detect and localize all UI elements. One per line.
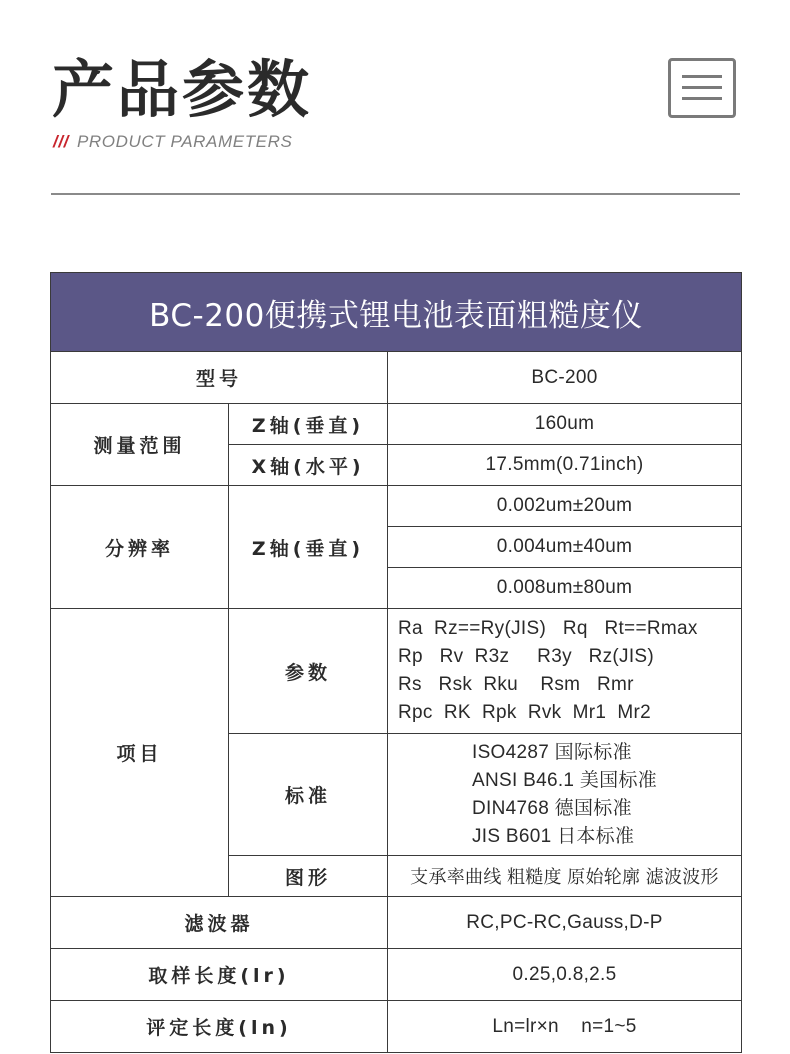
sampling-length-label: 取样长度(lr) [51, 949, 388, 1001]
range-x-value: 17.5mm(0.71inch) [388, 445, 742, 486]
evaluation-length-label: 评定长度(ln) [51, 1001, 388, 1053]
resolution-axis-label: Z轴(垂直) [229, 486, 388, 609]
graphics-label: 图形 [229, 856, 388, 897]
range-label: 测量范围 [51, 404, 229, 486]
graphics-value: 支承率曲线 粗糙度 原始轮廓 滤波波形 [388, 856, 742, 897]
evaluation-length-value: Ln=lr×n n=1~5 [388, 1001, 742, 1053]
range-x-label: X轴(水平) [229, 445, 388, 486]
table-title: BC-200便携式锂电池表面粗糙度仪 [51, 273, 742, 352]
subtitle-mark: /// [53, 132, 69, 151]
resolution-value-1: 0.002um±20um [388, 486, 742, 527]
params-line: Ra Rz==Ry(JIS) Rq Rt==Rmax [398, 618, 698, 639]
resolution-label: 分辨率 [51, 486, 229, 609]
filter-value: RC,PC-RC,Gauss,D-P [388, 897, 742, 949]
page-subtitle [53, 132, 292, 152]
page-title: 产品参数 [52, 53, 313, 126]
subtitle-text: PRODUCT PARAMETERS [76, 132, 293, 151]
params-label: 参数 [229, 609, 388, 734]
standard-line: ANSI B46.1 美国标准 [472, 769, 658, 791]
standard-line: JIS B601 日本标准 [472, 825, 635, 847]
header-divider [51, 193, 740, 195]
standards-label: 标准 [229, 734, 388, 856]
items-label: 项目 [51, 609, 229, 897]
standard-line: DIN4768 德国标准 [472, 797, 632, 819]
params-line: Rpc RK Rpk Rvk Mr1 Mr2 [398, 702, 652, 723]
menu-icon[interactable] [668, 58, 736, 118]
filter-label: 滤波器 [51, 897, 388, 949]
resolution-value-2: 0.004um±40um [388, 527, 742, 568]
model-value: BC-200 [388, 352, 742, 404]
spec-table [50, 272, 742, 1053]
params-line: Rp Rv R3z R3y Rz(JIS) [398, 646, 655, 667]
standard-line: ISO4287 国际标准 [472, 741, 632, 763]
range-z-value: 160um [388, 404, 742, 445]
params-line: Rs Rsk Rku Rsm Rmr [398, 674, 634, 695]
model-label: 型号 [51, 352, 388, 404]
params-list [388, 609, 742, 734]
resolution-value-3: 0.008um±80um [388, 568, 742, 609]
range-z-label: Z轴(垂直) [229, 404, 388, 445]
standards-list [388, 734, 742, 856]
sampling-length-value: 0.25,0.8,2.5 [388, 949, 742, 1001]
